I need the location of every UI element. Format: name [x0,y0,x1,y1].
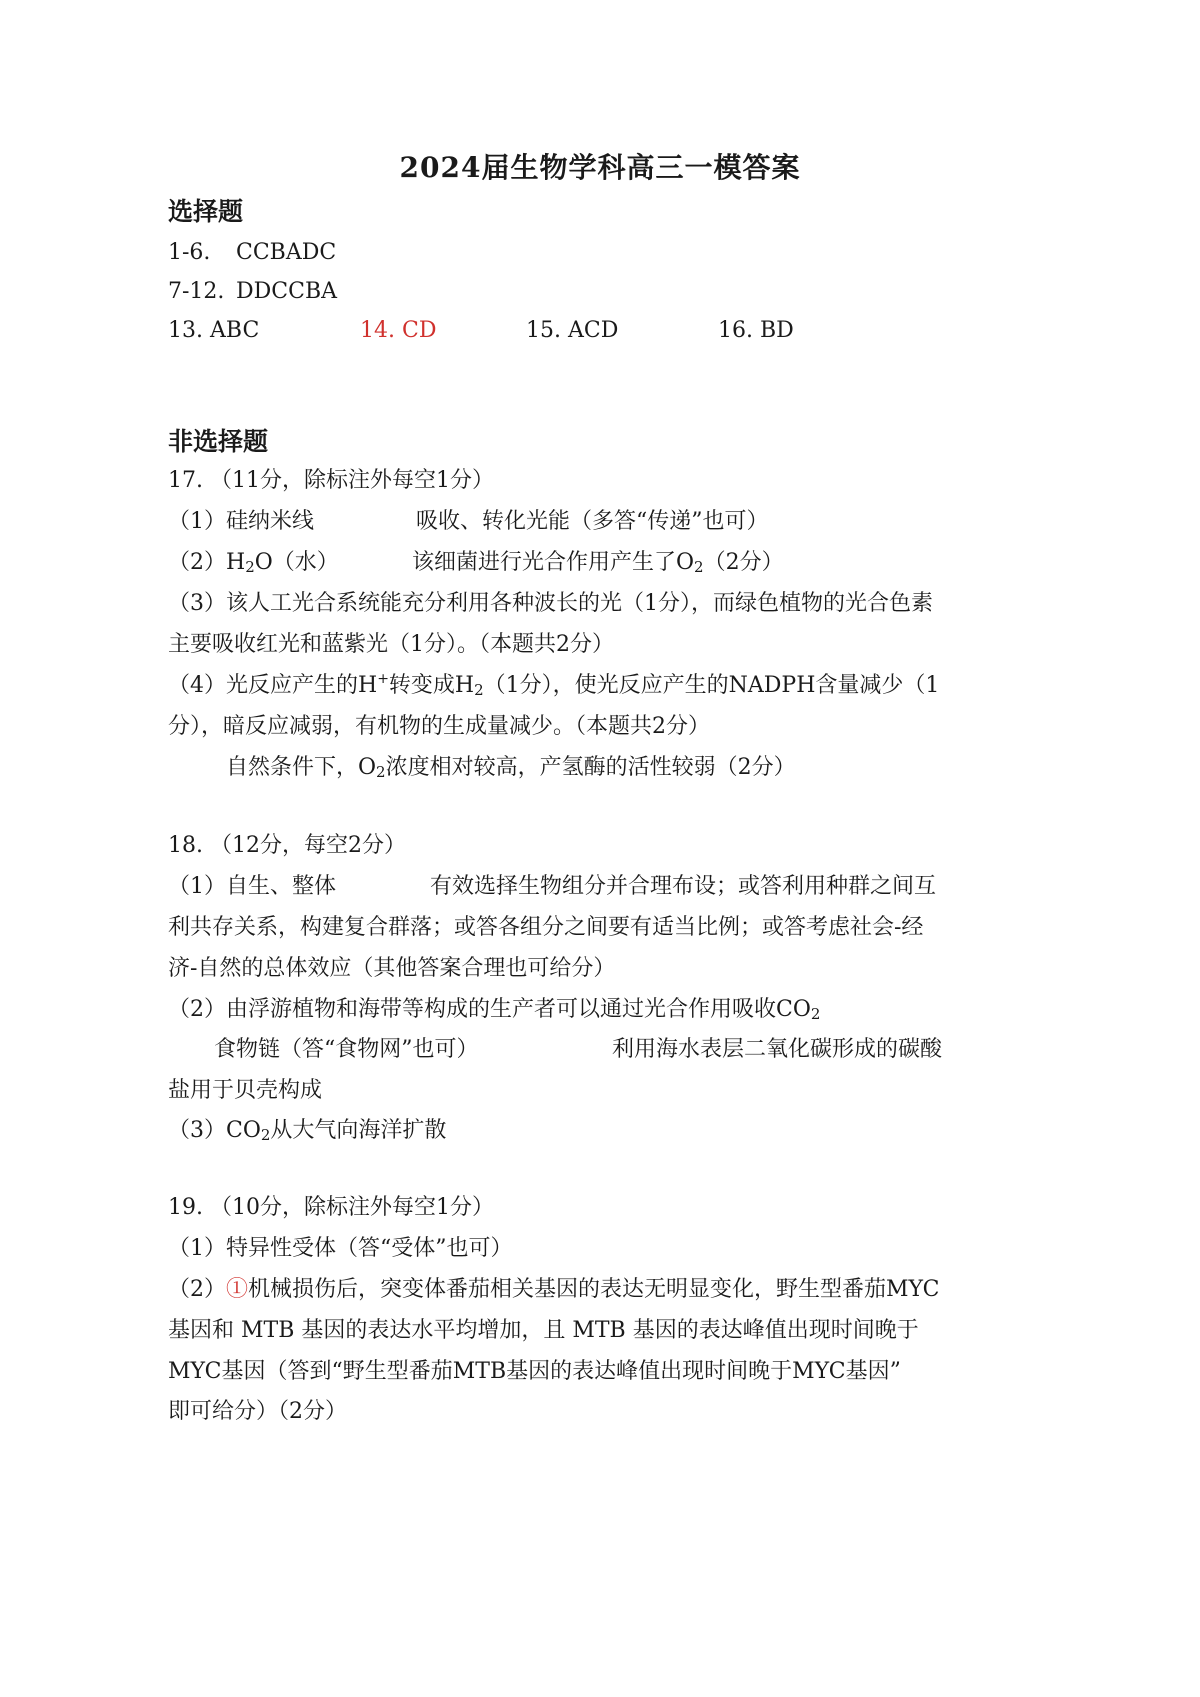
q19-part2-line4: 即可给分）（2分） [168,1399,347,1424]
q17-part1-answer-a: （1）硅纳米线 [168,509,314,534]
choice-answer-15: 15. ACD [526,318,619,343]
q17-part4-line3: 自然条件下，$O_2$浓度相对较高，产氢酶的活性较弱（2分） [226,755,796,781]
section-heading-choice: 选择题 [168,197,244,226]
q19-part2-line2: 基因和 MTB 基因的表达水平均增加，且 MTB 基因的表达峰值出现时间晚于 [168,1318,919,1343]
q18-part2-line3: 盐用于贝壳构成 [168,1078,323,1103]
q18-part3-answer: $(3)CO_2$从大气向海洋扩散 [168,1118,447,1144]
page-title: 2024届生物学科高三一模答案 [399,151,801,184]
q17-part2-answer-a: $(2)H_2O$（水） [168,550,339,576]
choice-row-1-number: 1-6. [168,240,211,265]
choice-row-2-answers: DDCCBA [236,279,337,304]
section-heading-nonchoice: 非选择题 [168,427,269,456]
q18-part1-line2: 利共存关系，构建复合群落；或答各组分之间要有适当比例；或答考虑社会-经 [168,915,924,940]
q19-part1-answer: （1）特异性受体（答“受体”也可） [168,1236,513,1261]
q18-part2-answer-a: 食物链（答“食物网”也可） [214,1037,479,1062]
q18-part2-line1: （2）由浮游植物和海带等构成的生产者可以通过光合作用吸收$CO_2$ [168,997,821,1023]
q18-part1-line3: 济-自然的总体效应（其他答案合理也可给分） [168,956,616,981]
q18-part1-answer-a: （1）自生、整体 [168,874,336,899]
choice-row-2-number: 7-12. [168,279,225,304]
circled-number-one: ① [226,1277,249,1302]
choice-answer-14: 14. CD [360,318,437,343]
q17-part1-answer-b: 吸收、转化光能（多答“传递”也可） [416,509,769,534]
choice-row-1-answers: CCBADC [236,240,337,265]
q18-part2-answer-b: 利用海水表层二氧化碳形成的碳酸 [612,1037,943,1062]
q17-part4-line1: （4）光反应产生的H+转变成$H_2(1$分），使光反应产生的NADPH含量减少（1 [168,671,940,699]
q19-part2-line3: MYC基因（答到“野生型番茄MTB基因的表达峰值出现时间晚于MYC基因” [168,1359,901,1384]
choice-answer-13: 13. ABC [168,318,260,343]
q17-part3-line1: （3）该人工光合系统能充分利用各种波长的光（1分），而绿色植物的光合色素 [168,591,933,616]
q17-part4-line2: 分），暗反应减弱，有机物的生成量减少。（本题共2分） [168,714,710,739]
q17-part2-answer-b: 该细菌进行光合作用产生了$O_2(2$分） [412,550,784,576]
q17-part3-line2: 主要吸收红光和蓝紫光（1分）。（本题共2分） [168,632,614,657]
q18-part1-answer-b: 有效选择生物组分并合理布设；或答利用种群之间互 [430,874,937,899]
q19-part2-line1: （2）①机械损伤后，突变体番茄相关基因的表达无明显变化，野生型番茄MYC [168,1277,940,1302]
choice-answer-16: 16. BD [718,318,794,343]
q17-header: 17. （11分，除标注外每空1分） [168,468,494,493]
q19-header: 19. （10分，除标注外每空1分） [168,1195,494,1220]
q18-header: 18. （12分，每空2分） [168,833,406,858]
